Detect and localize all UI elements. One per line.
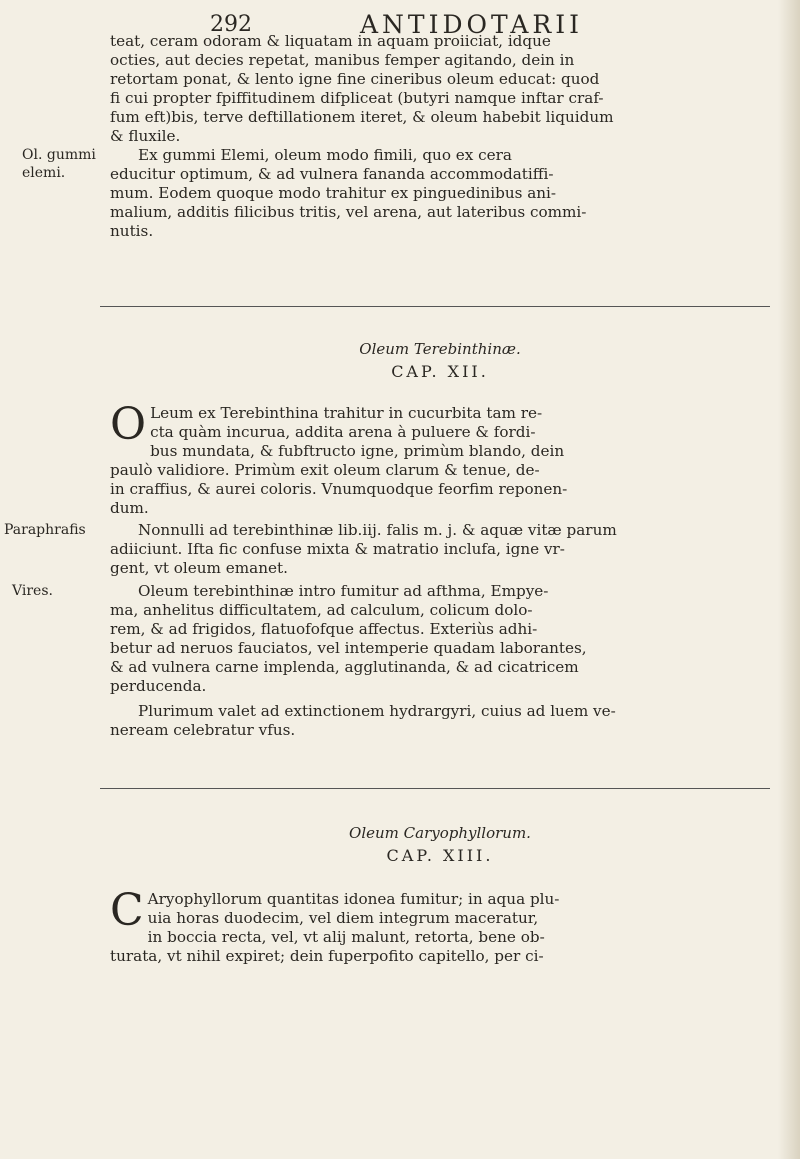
- text-line: Leum ex Terebinthina trahitur in cucurbita tam re-: [150, 404, 543, 422]
- paragraph-1: [110, 32, 770, 146]
- chapter-12-number: CAP. XII.: [391, 362, 489, 381]
- margin-note-vires: Vires.: [12, 583, 53, 599]
- page-edge-shadow: [778, 0, 800, 1159]
- text-line: Plurimum valet ad extinctionem hydrargyri, cuius ad luem ve-: [138, 702, 616, 720]
- text-line: fum eft)bis, terve deftillationem iteret, & oleum habebit liquidum: [110, 108, 614, 126]
- text-line: Nonnulli ad terebinthinæ lib.iij. falis m. j. & aquæ vitæ parum: [138, 521, 617, 539]
- paragraph-5: [110, 582, 770, 696]
- text-line: educitur optimum, & ad vulnera fananda accommodatiffi-: [110, 165, 554, 183]
- chapter-13-title: Oleum Caryophyllorum.: [349, 824, 531, 842]
- text-line: in craffius, & aurei coloris. Vnumquodque feorfim reponen-: [110, 480, 568, 498]
- page-number: 292: [210, 12, 252, 37]
- text-line: mum. Eodem quoque modo trahitur ex pinguedinibus ani-: [110, 184, 557, 202]
- text-line: cta quàm incurua, addita arena à puluere & fordi-: [150, 423, 536, 441]
- paragraph-4: [110, 521, 770, 578]
- text-line: & fluxile.: [110, 127, 181, 145]
- section-divider: [100, 788, 770, 789]
- text-line: ma, anhelitus difficultatem, ad calculum, colicum dolo-: [110, 601, 533, 619]
- text-line: adiiciunt. Ifta fic confuse mixta & matratio inclufa, igne vr-: [110, 540, 565, 558]
- paragraph-2: [110, 146, 770, 241]
- text-line: rem, & ad frigidos, flatuofofque affectus. Exteriùs adhi-: [110, 620, 538, 638]
- text-line: & ad vulnera carne implenda, agglutinanda, & ad cicatricem: [110, 658, 579, 676]
- text-line: gent, vt oleum emanet.: [110, 559, 288, 577]
- text-line: retortam ponat, & lento igne fine cineribus oleum educat: quod: [110, 70, 600, 88]
- text-line: bus mundata, & fubftructo igne, primùm blando, dein: [150, 442, 565, 460]
- text-line: Oleum terebinthinæ intro fumitur ad afthma, Empye-: [138, 582, 549, 600]
- text-line: neream celebratur vfus.: [110, 721, 296, 739]
- text-line: Ex gummi Elemi, oleum modo fimili, quo ex cera: [138, 146, 512, 164]
- chapter-13-number: CAP. XIII.: [386, 846, 494, 865]
- paragraph-3: [110, 399, 770, 518]
- section-divider: [100, 306, 770, 307]
- text-line: perducenda.: [110, 677, 207, 695]
- margin-note-oleum-gummi-elemi: Ol. gummi elemi.: [22, 147, 96, 181]
- text-line: betur ad neruos fauciatos, vel intemperie quadam laborantes,: [110, 639, 587, 657]
- text-line: paulò validiore. Primùm exit oleum clarum & tenue, de-: [110, 461, 540, 479]
- text-line: teat, ceram odoram & liquatam in aquam proiiciat, idque: [110, 32, 551, 50]
- text-line: fi cui propter fpiffitudinem difpliceat (butyri namque inftar craf-: [110, 89, 604, 107]
- text-line: uia horas duodecim, vel diem integrum maceratur,: [147, 909, 539, 927]
- drop-cap: O: [110, 399, 147, 450]
- chapter-12-title: Oleum Terebinthinæ.: [359, 340, 521, 358]
- text-line: turata, vt nihil expiret; dein fuperpofito capitello, per ci-: [110, 947, 544, 965]
- text-line: octies, aut decies repetat, manibus femper agitando, dein in: [110, 51, 575, 69]
- text-line: dum.: [110, 499, 149, 517]
- margin-note-paraphrasis: Paraphrafis: [4, 522, 86, 538]
- paragraph-6: [110, 702, 770, 740]
- text-line: malium, additis filicibus tritis, vel arena, aut lateribus commi-: [110, 203, 587, 221]
- text-line: Aryophyllorum quantitas idonea fumitur; in aqua plu-: [147, 890, 560, 908]
- text-line: in boccia recta, vel, vt alij malunt, retorta, bene ob-: [147, 928, 545, 946]
- paragraph-7: [110, 885, 770, 966]
- text-line: nutis.: [110, 222, 154, 240]
- running-head: ANTIDOTARII: [360, 10, 583, 39]
- drop-cap: C: [110, 885, 144, 936]
